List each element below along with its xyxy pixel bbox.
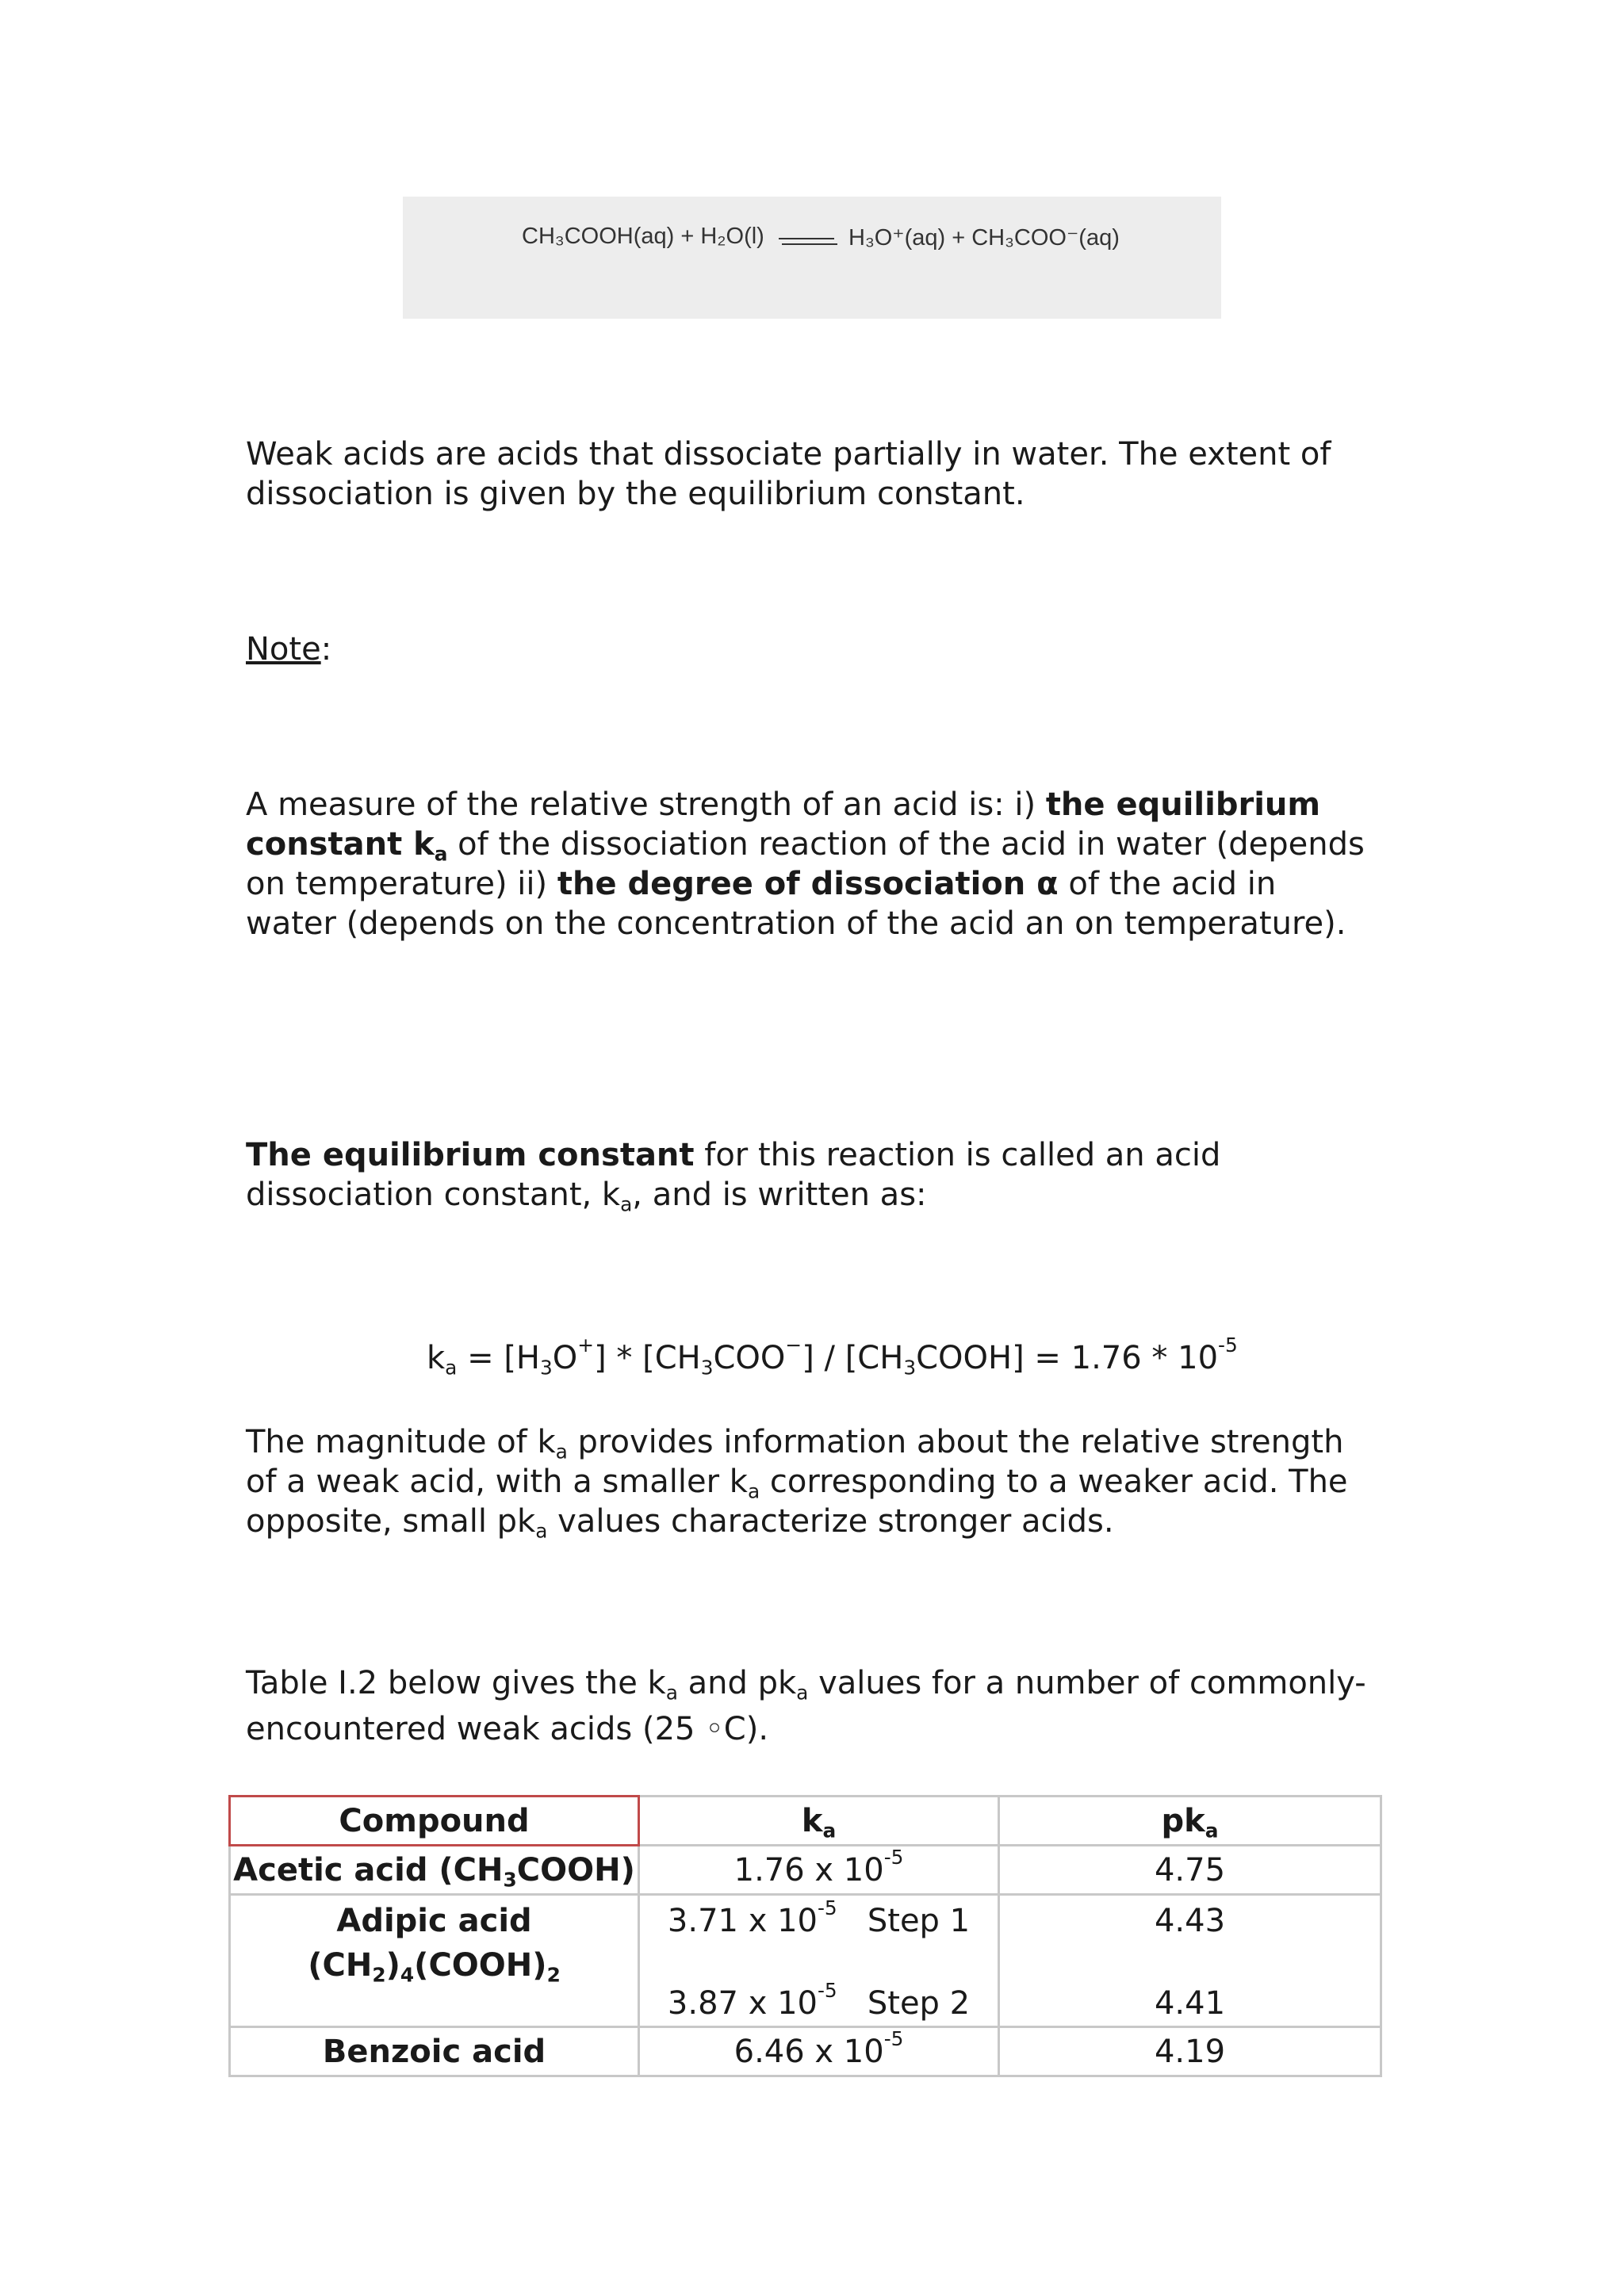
table-row <box>230 1846 1381 1895</box>
superscript: + <box>577 1333 595 1357</box>
text-span: , and is written as: <box>632 1177 927 1213</box>
cell-text: Adipic acid <box>336 1903 532 1939</box>
subscript: a <box>555 1440 568 1464</box>
subscript: 3 <box>903 1356 917 1380</box>
formula-part: k <box>427 1340 446 1376</box>
subscript: a <box>445 1356 458 1380</box>
text-span: values characterize stronger acids. <box>547 1503 1114 1540</box>
text-span: A measure of the relative strength of an acid is: i) <box>246 786 1046 823</box>
text-span: of the acid in water (depends on the concentration of the acid an on temperature). <box>246 866 1346 942</box>
weak-acids-table <box>228 1795 1382 2077</box>
text-span: and pk <box>677 1665 797 1701</box>
step-label: Step 1 <box>867 1903 971 1939</box>
header-compound: Compound <box>230 1797 639 1846</box>
cell-text: COOH) <box>516 1851 635 1888</box>
bold-term: The equilibrium constant <box>246 1137 695 1173</box>
equilibrium-arrow-icon <box>779 238 837 249</box>
formula-part: O <box>552 1340 578 1376</box>
cell-text: Acetic acid (CH <box>233 1851 504 1888</box>
pka-step1: 4.43 <box>1154 1903 1226 1939</box>
ka-cell <box>639 1895 999 2027</box>
reaction-equation-image <box>403 197 1221 319</box>
subscript: a <box>822 1818 837 1842</box>
ka-cell <box>639 1846 999 1895</box>
equilibrium-constant-paragraph <box>246 1135 1372 1215</box>
ka-formula <box>427 1333 1378 1380</box>
formula-part: ] / [CH <box>802 1340 904 1376</box>
compound-cell <box>230 1846 639 1895</box>
pka-cell <box>999 1895 1381 2027</box>
acid-strength-paragraph <box>246 785 1372 943</box>
note-heading <box>246 629 1372 669</box>
subscript: 3 <box>700 1356 714 1380</box>
ka-step2 <box>640 1978 998 2026</box>
subscript: 2 <box>372 1963 386 1987</box>
pka-step2: 4.41 <box>1154 1985 1226 2022</box>
ka-cell <box>639 2027 999 2076</box>
header-pka <box>999 1797 1381 1846</box>
cell-text: 3.71 x 10 <box>667 1903 818 1939</box>
step-label: Step 2 <box>867 1985 971 2022</box>
text-span: provides information about the relative strength of a weak acid, with a smaller k <box>246 1424 1344 1500</box>
formula-part: COO <box>713 1340 786 1376</box>
compound-cell <box>230 1895 639 2027</box>
note-colon: : <box>320 631 332 668</box>
subscript: a <box>796 1681 809 1705</box>
compound-cell: Benzoic acid <box>230 2027 639 2076</box>
cell-formula <box>231 1943 638 1988</box>
text-span: values for a number of commonly-encountered weak acids (25 ◦C). <box>246 1665 1366 1747</box>
subscript: a <box>1205 1818 1219 1842</box>
pka-cell: 4.75 <box>999 1846 1381 1895</box>
subscript: a <box>747 1479 760 1503</box>
subscript: 2 <box>546 1963 561 1987</box>
cell-text: 6.46 x 10 <box>733 2033 884 2070</box>
subscript: a <box>665 1681 678 1705</box>
superscript: -5 <box>1218 1333 1238 1357</box>
bold-term-alpha: the degree of dissociation α <box>557 866 1059 902</box>
table-row <box>230 1895 1381 2027</box>
table-header-row <box>230 1797 1381 1846</box>
text-span: of the dissociation reaction of the acid in water (depends on temperature) ii) <box>246 826 1365 902</box>
cell-text: (COOH) <box>414 1947 547 1984</box>
intro-paragraph: Weak acids are acids that dissociate partially in water. The extent of dissociation is given by the equilibrium constant. <box>246 436 1331 512</box>
subscript: 3 <box>540 1356 553 1380</box>
equation-reactants: CH₃COOH(aq) + H₂O(l) <box>522 224 764 249</box>
table-intro-paragraph <box>246 1660 1372 1752</box>
text-span: for this reaction is called an acid dissociation constant, k <box>246 1137 1221 1213</box>
text-span: The magnitude of k <box>246 1424 556 1460</box>
superscript: -5 <box>817 1896 837 1919</box>
subscript: a <box>620 1192 633 1216</box>
subscript: a <box>434 842 448 866</box>
table-row <box>230 2027 1381 2076</box>
superscript: − <box>785 1333 802 1357</box>
header-pka-text: pk <box>1161 1802 1205 1839</box>
subscript: 3 <box>503 1867 517 1891</box>
subscript: a <box>535 1519 548 1543</box>
note-label: Note <box>246 631 321 668</box>
cell-text: 3.87 x 10 <box>667 1985 818 2022</box>
equation-products: H₃O⁺(aq) + CH₃COO⁻(aq) <box>848 225 1120 251</box>
cell-text: ) <box>385 1947 400 1984</box>
superscript: -5 <box>883 2026 904 2050</box>
formula-part: = [H <box>457 1340 541 1376</box>
header-ka <box>639 1797 999 1846</box>
text-span: corresponding to a weaker acid. The opposite, small pk <box>246 1464 1348 1540</box>
text-span: Table I.2 below gives the k <box>246 1665 666 1701</box>
superscript: -5 <box>883 1845 904 1869</box>
bold-text: the equilibrium constant k <box>246 786 1321 863</box>
superscript: -5 <box>817 1978 837 2002</box>
ka-step1 <box>640 1896 998 1981</box>
pka-cell: 4.19 <box>999 2027 1381 2076</box>
formula-part: COOH] = 1.76 * 10 <box>916 1340 1219 1376</box>
header-ka-text: k <box>801 1802 823 1839</box>
formula-part: ] * [CH <box>594 1340 701 1376</box>
magnitude-paragraph <box>246 1422 1372 1541</box>
subscript: 4 <box>400 1963 415 1987</box>
cell-text: 1.76 x 10 <box>733 1851 884 1888</box>
cell-text: (CH <box>308 1947 373 1984</box>
